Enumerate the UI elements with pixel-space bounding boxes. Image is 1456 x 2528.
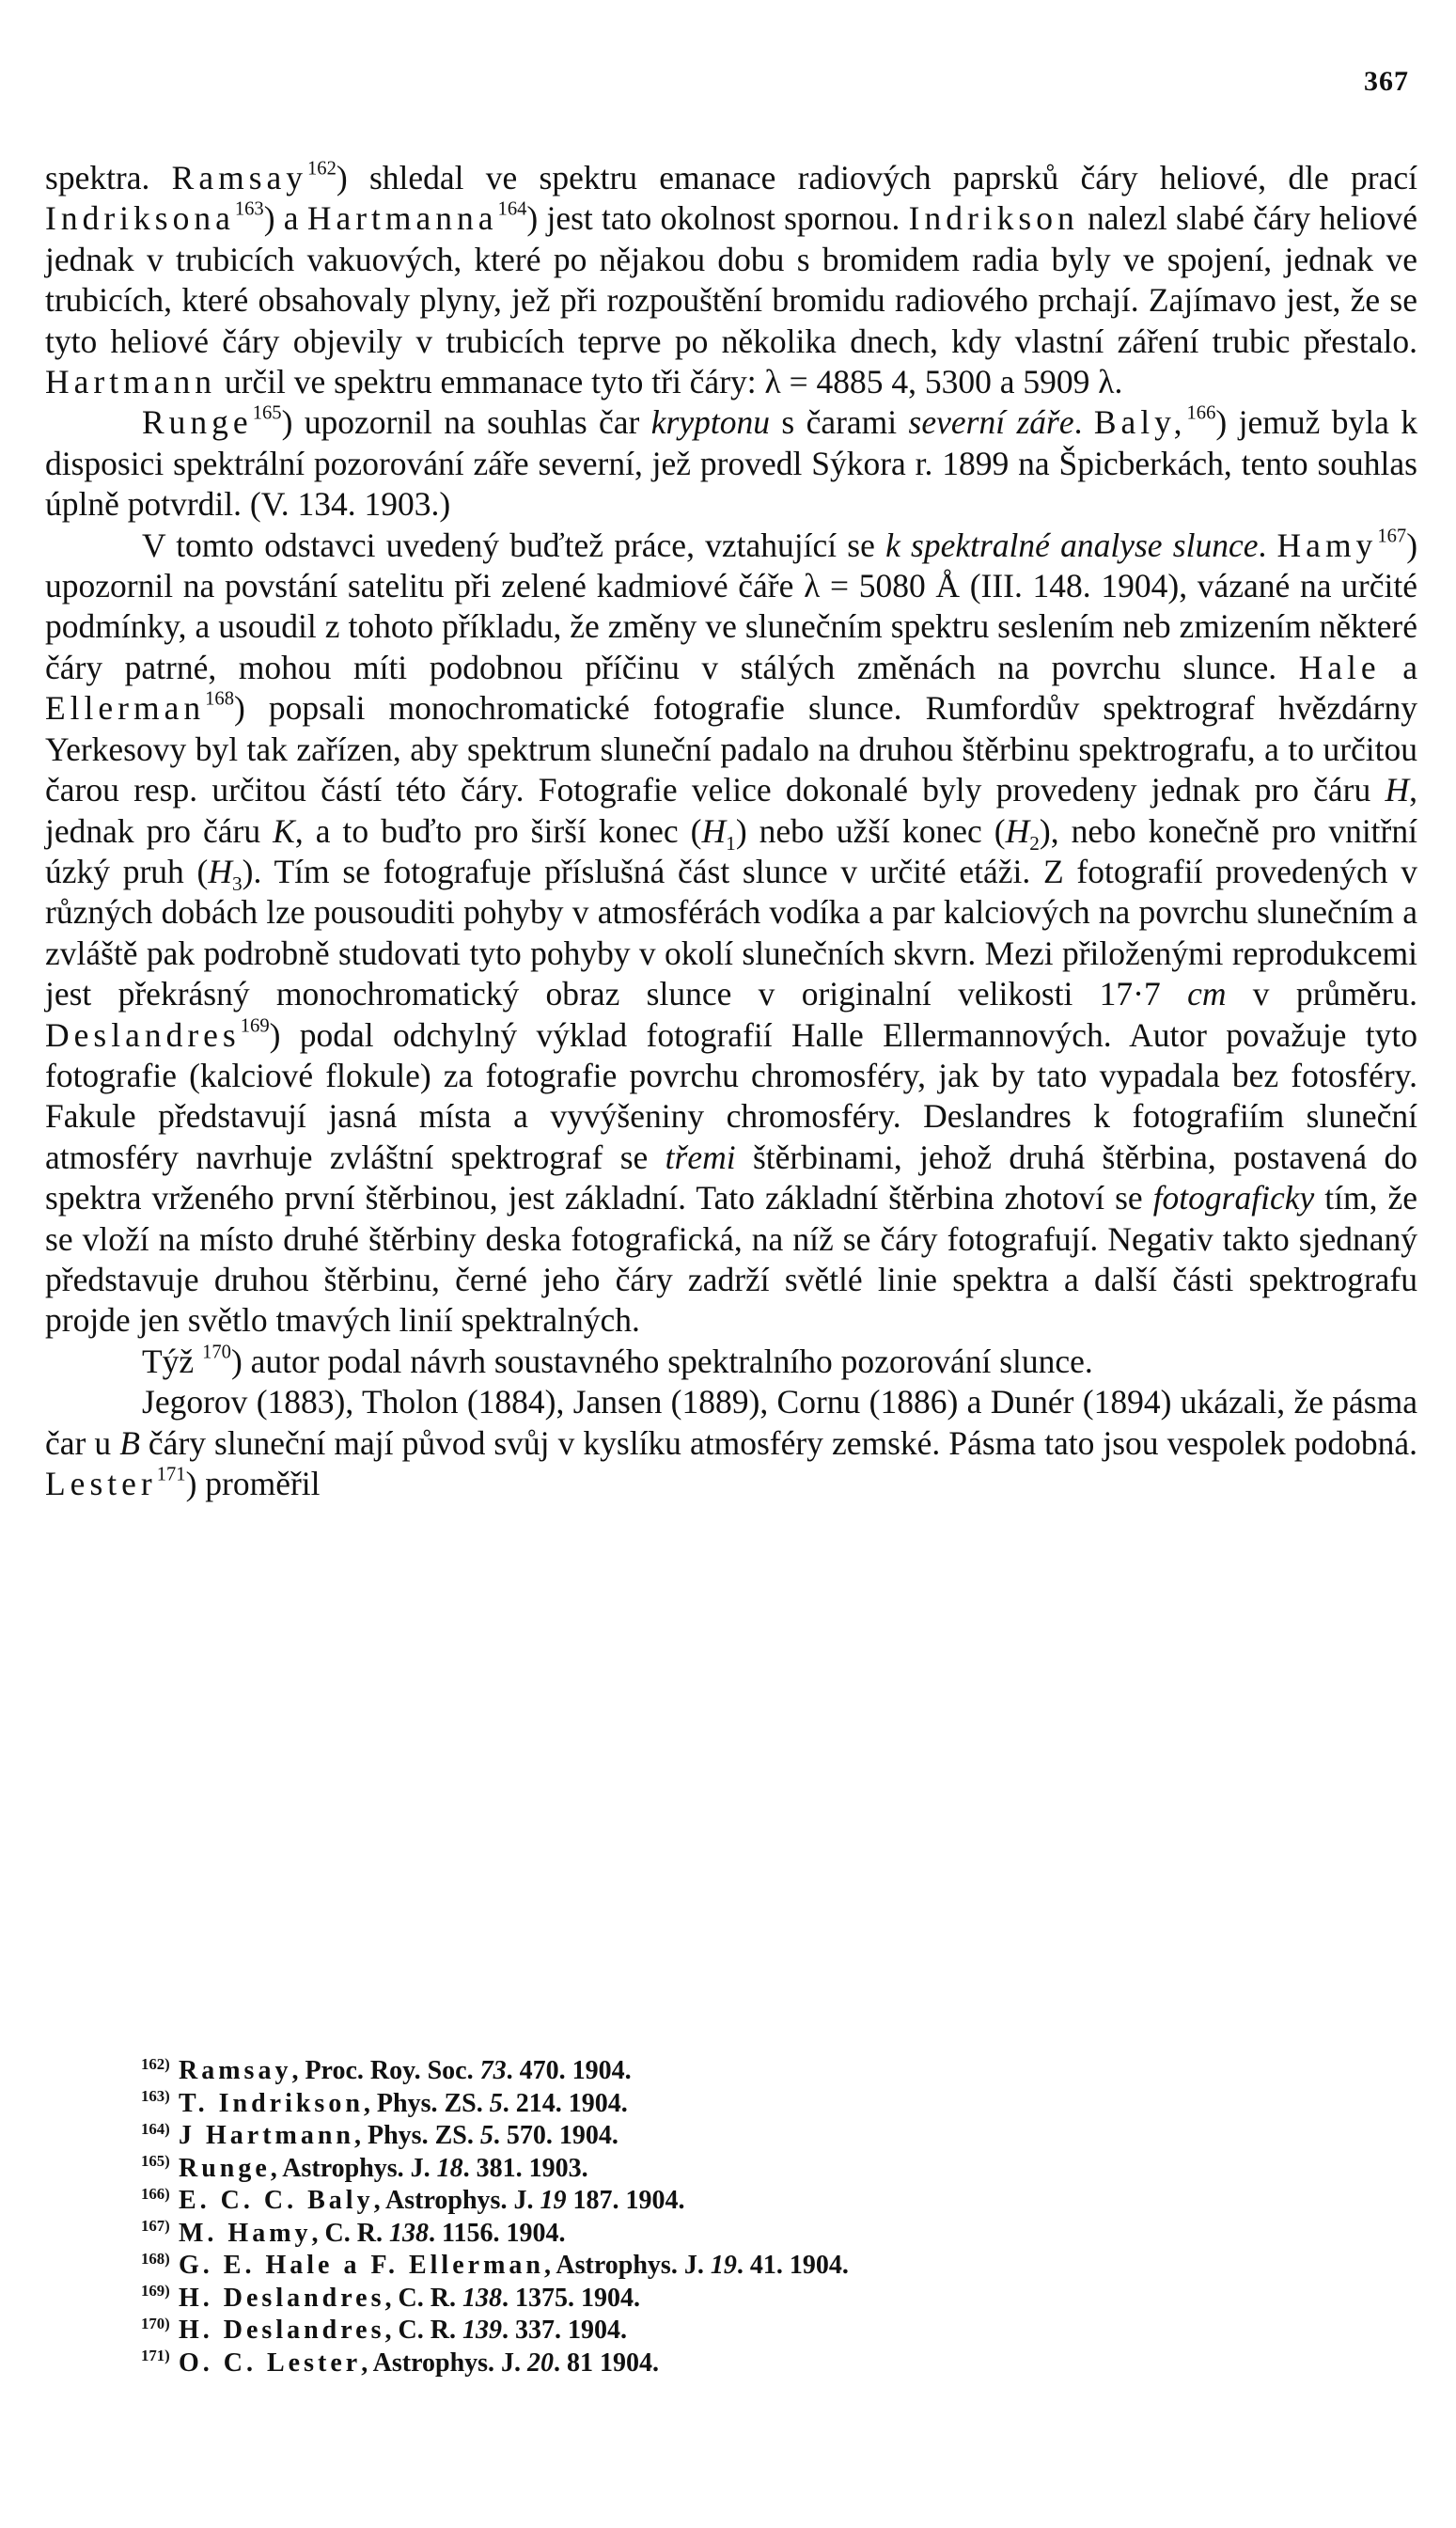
text-run: kryptonu (650, 403, 770, 442)
text-run: štěrbinami, jehož druhá štěrbina, postavená do spektra vrženého první štěrbinou, jest základní. Tato základní štěrbina zhotoví se (45, 1138, 1417, 1217)
body-text (45, 158, 1417, 1504)
paragraph (45, 402, 1417, 525)
footnote-ref: 168 (205, 688, 234, 710)
text-run: fotograficky (1152, 1179, 1315, 1217)
footnote-author: J Hartmann (179, 2121, 354, 2150)
footnote-source: , Astrophys. J. (543, 2251, 711, 2280)
footnote-volume: 73 (479, 2056, 507, 2085)
footnote-volume: 5 (489, 2088, 503, 2118)
footnote-source: , C. R. (384, 2316, 462, 2345)
footnote: 169) H. Deslandres, C. R. 138. 1375. 1904. (141, 2282, 640, 2313)
footnote-ref: 165 (252, 403, 282, 424)
footnotes (141, 2055, 1363, 2379)
text-run: Baly, (1093, 403, 1187, 442)
text-run: K (273, 811, 295, 850)
footnote-author: T. Indrikson (179, 2088, 364, 2118)
text-run: Hale (1298, 648, 1381, 686)
paragraph (45, 1382, 1417, 1504)
text-run: Indrikson (908, 199, 1079, 238)
text-run: ) popsali monochromatické fotografie slunce. Rumfordův spektrograf hvězdárny Yerkesovy byl tak zařízen, aby spektrum sluneční padalo na druhou štěrbinu spektrografu, a to určitou čarou resp. určitou částí této čáry. Fotografie velice dokonalé byly provedeny jednak pro čáru (45, 689, 1417, 809)
footnote-pages-year: 187. 1904. (566, 2186, 685, 2215)
footnote-pages-year: . 81 1904. (554, 2347, 660, 2378)
footnote-author: Runge (179, 2153, 271, 2183)
text-run: k spektralné analyse slunce (885, 526, 1259, 564)
text-run: Hartmanna (306, 199, 498, 238)
footnote-source: , Proc. Roy. Soc. (291, 2056, 480, 2085)
footnote-source: , Astrophys. J. (361, 2347, 528, 2378)
paragraph (45, 158, 1417, 402)
text-run: čáry sluneční mají původ svůj v kyslíku atmosféry zemské. Pásma tato jsou vespolek podobná. (139, 1423, 1417, 1462)
text-run: nalezl slabé čáry heliové jednak v trubicích vakuových, které po nějakou dobu s bromidem radia byly ve spojení, jednak ve trubicích, které obsahovaly plyny, jež při rozpouštění bromidu radiového prchají. Zajímavo jest, že se tyto heliové čáry objevily v trubicích teprve po několika dnech, kdy vlastní záření trubic přestalo. (45, 199, 1417, 360)
footnote-author: G. E. Hale a F. Ellerman (179, 2251, 544, 2280)
footnote-author: O. C. Lester (179, 2347, 362, 2378)
footnote: 171) O. C. Lester, Astrophys. J. 20. 81 1904. (141, 2347, 660, 2378)
footnote-author: Ramsay (179, 2056, 292, 2085)
text-run: ), nebo konečně pro vnitřní úzký pruh ( (45, 811, 1417, 890)
footnote-source: , C. R. (384, 2283, 462, 2313)
footnote-ref: 166 (1186, 403, 1216, 424)
text-run: Indriksona (45, 199, 235, 238)
text-run: tím, že se vloží na místo druhé štěrbiny deska fotografická, na níž se čáry fotografují. Negativ takto sjednaný představuje druhou štěrbinu, černé jeho čáry zadrží světlé linie spektra a další části spektrografu projde jen světlo tmavých linií spektralných. (45, 1179, 1417, 1340)
text-run: ) nebo užší konec ( (735, 811, 1006, 850)
text-run: H (1005, 811, 1030, 850)
footnote-source: , Phys. ZS. (363, 2088, 490, 2118)
footnote-source: , Astrophys. J. (270, 2153, 437, 2183)
footnote-pages-year: . 1375. 1904. (501, 2283, 640, 2313)
footnote-pages-year: . 214. 1904. (502, 2088, 628, 2118)
footnote-author: E. C. C. Baly (179, 2186, 374, 2215)
text-run: . (1073, 403, 1094, 442)
footnote-pages-year: . 41. 1904. (736, 2251, 849, 2280)
paragraph (45, 526, 1417, 1342)
footnote-author: M. Hamy (179, 2218, 312, 2248)
text-run: Hartmann (45, 363, 216, 401)
text-run: . (1258, 526, 1277, 564)
text-run: 1 (726, 831, 736, 855)
text-run: H (1385, 771, 1410, 809)
text-run: H (208, 852, 233, 890)
text-run: , jednak pro čáru (45, 771, 1417, 850)
text-run: Ellerman (45, 689, 206, 728)
footnote: 165) Runge, Astrophys. J. 18. 381. 1903. (141, 2152, 588, 2183)
text-run: ) proměřil (185, 1465, 321, 1502)
footnote-author: H. Deslandres (179, 2316, 385, 2345)
footnote-ref: 163 (234, 198, 264, 220)
text-run: H (701, 811, 727, 850)
footnote-source: , Phys. ZS. (354, 2121, 480, 2150)
footnote: 163) T. Indrikson, Phys. ZS. 5. 214. 1904. (141, 2087, 628, 2118)
text-run: třemi (665, 1138, 736, 1176)
footnote-volume: 20 (527, 2347, 555, 2378)
footnote-pages-year: . 470. 1904. (506, 2056, 632, 2085)
text-run: Runge (142, 403, 253, 442)
text-run: cm (1187, 975, 1227, 1013)
footnote-volume: 5 (479, 2121, 493, 2150)
text-run: ) upozornil na povstání satelitu při zelené kadmiové čáře λ = 5080 Å (III. 148. 1904), vázané na určité podmínky, a usoudil z tohoto příkladu, že změny ve slunečním spektru seslením neb zmizením některé čáry patrné, mohou míti podobnou příčinu v stálých změnách na povrchu slunce. (45, 526, 1418, 686)
footnote: 170) H. Deslandres, C. R. 139. 337. 1904. (141, 2314, 627, 2345)
text-run: B (119, 1423, 140, 1462)
footnote: 162) Ramsay, Proc. Roy. Soc. 73. 470. 1904. (141, 2054, 632, 2085)
footnote-volume: 19 (540, 2186, 567, 2215)
footnote-pages-year: . 570. 1904. (493, 2121, 618, 2150)
text-run: v průměru. (1226, 975, 1418, 1013)
footnote: 168) G. E. Hale a F. Ellerman, Astrophys. J. 19. 41. 1904. (141, 2249, 849, 2280)
footnote-volume: 18 (436, 2153, 463, 2183)
text-run: Týž (142, 1342, 203, 1380)
text-run: spektra. (45, 159, 172, 196)
text-run: ) upozornil na souhlas čar (281, 403, 651, 442)
text-run: s čarami (769, 403, 909, 442)
footnote-pages-year: . 381. 1903. (462, 2153, 588, 2183)
footnote: 166) E. C. C. Baly, Astrophys. J. 19 187. 1904. (141, 2184, 685, 2215)
text-run: severní záře (908, 403, 1074, 442)
text-run: Deslandres (45, 1015, 241, 1054)
text-run: ). Tím se fotografuje příslušná část slunce v určité etáži. Z fotografií provedených v různých dobách lze pousouditi pohyby v atmosférách vodíka a par kalciových na povrchu slunečním a zvláště pak podrobně studovati tyto pohyby v okolí slunečních skvrn. Mezi přiloženými reprodukcemi jest překrásný monochromatický obraz slunce v originalní velikosti 17·7 (45, 852, 1417, 1013)
footnote-volume: 139 (462, 2316, 502, 2345)
footnote-ref: 164 (497, 198, 527, 220)
footnote: 164) J Hartmann, Phys. ZS. 5. 570. 1904. (141, 2119, 618, 2150)
text-run: určil ve spektru emmanace tyto tři čáry: λ = 4885 4, 5300 a 5909 λ. (215, 363, 1123, 401)
text-run: 3 (232, 872, 243, 895)
text-run: Lester (45, 1465, 157, 1502)
text-run: ) podal odchylný výklad fotografií Halle Ellermannových. Autor považuje tyto fotografie (kalciové flokule) za fotografie povrchu chromosféry, jak by tato vypadala bez fotosféry. Fakule představují jasná místa a vyvýšeniny chromosféry. Deslandres k fotografiím sluneční atmosféry navrhuje zvláštní spektrograf se (45, 1015, 1417, 1176)
text-run: 2 (1029, 831, 1040, 855)
text-run: ) jemuž byla k disposici spektrální pozorování záře severní, jež provedl Sýkora r. 1899 na Špicberkách, tento souhlas úplně potvrdil. (V. 134. 1903.) (45, 403, 1417, 524)
paragraph (45, 1342, 1417, 1382)
text-run: a (1380, 648, 1417, 686)
text-run: , a to buďto pro širší konec ( (294, 811, 702, 850)
page-number: 367 (1364, 66, 1409, 97)
footnote-source: , Astrophys. J. (373, 2186, 540, 2215)
text-run: Jegorov (1883), Tholon (1884), Jansen (1889), Cornu (1886) a Dunér (1894) ukázali, že pásma čar u (45, 1383, 1417, 1462)
text-run: ) shledal ve spektru emanace radiových paprsků čáry heliové, dle prací (336, 159, 1417, 196)
footnote-volume: 138 (388, 2218, 429, 2248)
footnote: 167) M. Hamy, C. R. 138. 1156. 1904. (141, 2217, 566, 2248)
text-run: ) jest tato okolnost spornou. (526, 199, 909, 238)
footnote-source: , C. R. (311, 2218, 389, 2248)
text-run: V tomto odstavci uvedený buďtež práce, vztahující se (142, 526, 886, 564)
text-run: ) a (263, 199, 307, 238)
footnote-pages-year: . 1156. 1904. (428, 2218, 566, 2248)
footnote-pages-year: . 337. 1904. (501, 2316, 627, 2345)
footnote-ref: 171 (156, 1464, 186, 1485)
footnote-volume: 138 (462, 2283, 502, 2313)
footnote-volume: 19 (710, 2251, 737, 2280)
footnote-ref: 169 (240, 1015, 270, 1037)
text-run: Hamy (1276, 526, 1378, 564)
footnote-ref: 170 (202, 1342, 231, 1363)
footnote-author: H. Deslandres (179, 2283, 385, 2313)
footnote-ref: 162 (307, 158, 337, 180)
footnote-ref: 167 (1377, 526, 1407, 547)
text-run: ) autor podal návrh soustavného spektralního pozorování slunce. (230, 1342, 1093, 1380)
text-run: Ramsay (171, 159, 308, 196)
